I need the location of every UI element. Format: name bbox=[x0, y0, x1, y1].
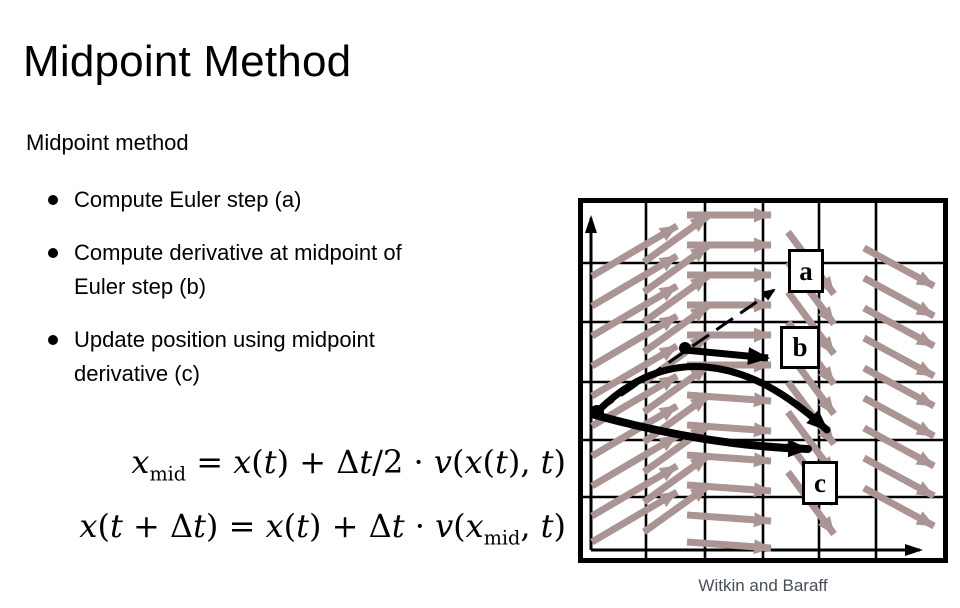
bullet-text bbox=[74, 183, 301, 217]
midpoint-dot bbox=[679, 342, 691, 354]
bullet-icon bbox=[48, 335, 58, 345]
bullet-icon bbox=[48, 248, 58, 258]
label-box-b bbox=[780, 326, 820, 369]
bullet-line: Euler step (b) bbox=[74, 274, 207, 299]
formula-update: $x(t + \Delta t) = x(t) + \Delta t \cdot v(x_{mid}$, t) bbox=[79, 507, 566, 550]
formula-block bbox=[10, 436, 566, 565]
bullet-icon bbox=[48, 195, 58, 205]
field-arrow bbox=[687, 515, 771, 521]
label-b: b bbox=[792, 332, 808, 362]
subtitle: Midpoint method bbox=[26, 130, 189, 155]
label-box-a bbox=[788, 249, 824, 293]
bullet-item bbox=[48, 323, 558, 391]
bullet-item bbox=[48, 183, 558, 217]
bullet-text bbox=[74, 323, 375, 391]
slide-title: Midpoint Method bbox=[23, 37, 352, 87]
bullet-line: derivative (c) bbox=[74, 361, 200, 386]
bullet-line: Update position using midpoint bbox=[74, 327, 375, 352]
bullet-line: Compute derivative at midpoint of bbox=[74, 240, 402, 265]
field-arrow bbox=[687, 542, 771, 548]
start-point-dot bbox=[590, 405, 604, 419]
label-a: a bbox=[799, 255, 813, 286]
bullet-text bbox=[74, 236, 402, 304]
label-box-c bbox=[802, 461, 838, 505]
figure-svg bbox=[578, 198, 948, 563]
bullet-list bbox=[48, 183, 558, 410]
credit-caption: Witkin and Baraff bbox=[698, 576, 828, 595]
formula-midpoint: $x_{mid} = x(t) + \Delta t/2 \cdot v(x(t)$, t) bbox=[131, 443, 566, 486]
bullet-item bbox=[48, 236, 558, 304]
label-c: c bbox=[814, 467, 826, 498]
bullet-line: Compute Euler step (a) bbox=[74, 187, 302, 212]
vector-field-figure bbox=[578, 198, 948, 563]
midpoint-derivative-arrow bbox=[685, 350, 768, 358]
